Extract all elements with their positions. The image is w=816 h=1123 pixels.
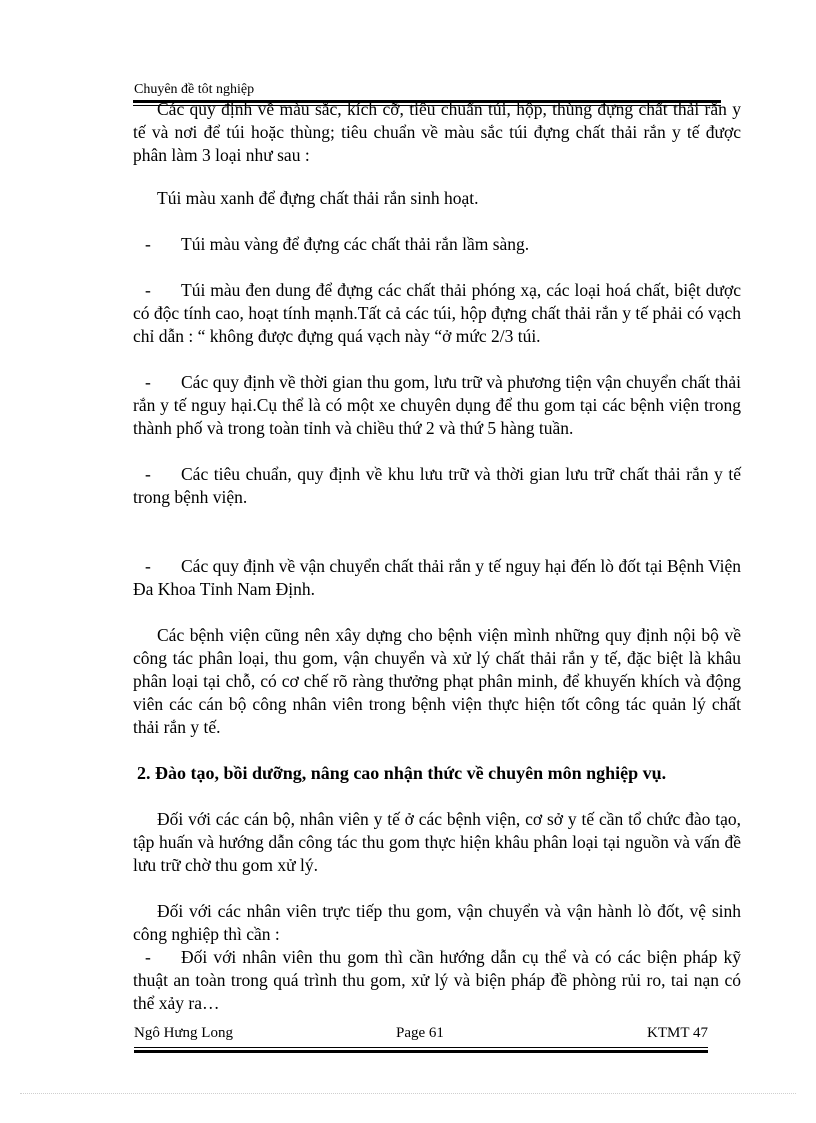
bullet-text: Túi màu đen dung để đựng các chất thải phóng xạ, các loại hoá chất, biệt dược có độc tính cao, hoạt tính mạnh.Tất cả các túi, hộp đựng chất thải rắn y tế phải có vạch chỉ dẫn : “ không được đựng quá vạch này “ở mức 2/3 túi. xyxy=(133,280,741,346)
paragraph-intro: Các quy định về màu sắc, kích cỡ, tiêu chuẩn túi, hộp, thùng đựng chất thải rắn y tế và nơi để túi hoặc thùng; tiêu chuẩn về màu sắc túi đựng chất thải rắn y tế được phân làm 3 loại như sau : xyxy=(133,99,741,165)
bullet-collection-time xyxy=(133,371,741,440)
bullet-text: Đối với nhân viên thu gom thì cần hướng dẫn cụ thể và có các biện pháp kỹ thuật an toàn trong quá trình thu gom, xử lý và biện pháp đề phòng rủi ro, tai nạn có thể xảy ra… xyxy=(133,947,741,1013)
paragraph-green-bag: Túi màu xanh để đựng chất thải rắn sinh hoạt. xyxy=(157,188,479,208)
paragraph-direct-staff: Đối với các nhân viên trực tiếp thu gom, vận chuyển và vận hành lò đốt, vệ sinh công nghiệp thì cần : xyxy=(133,901,741,944)
bullet-text: Túi màu vàng để đựng các chất thải rắn lầm sàng. xyxy=(181,234,530,254)
bullet-transport xyxy=(133,555,741,601)
footer-class: KTMT 47 xyxy=(647,1025,708,1041)
header-label: Chuyên đề tôt nghiệp xyxy=(134,82,255,97)
bullet-collection-staff xyxy=(133,946,741,1015)
bullet-text: Các tiêu chuẩn, quy định về khu lưu trữ và thời gian lưu trữ chất thải rắn y tế trong bệnh viện. xyxy=(133,464,741,507)
footer-rule-thick xyxy=(134,1050,708,1053)
paragraph-medical-staff: Đối với các cán bộ, nhân viên y tế ở các bệnh viện, cơ sở y tế cần tổ chức đào tạo, tập huấn và hướng dẫn công tác thu gom thực hiện khâu phân loại tại nguồn và vấn đề lưu trữ chờ thu gom xử lý. xyxy=(133,809,741,875)
bullet-dash: - xyxy=(145,280,151,300)
bullet-storage xyxy=(133,463,741,509)
bullet-dash: - xyxy=(145,372,151,392)
footer-page-number: Page 61 xyxy=(396,1025,444,1041)
bullet-dash: - xyxy=(145,556,151,576)
bullet-text: Các quy định về thời gian thu gom, lưu trữ và phương tiện vận chuyển chất thải rắn y tế nguy hại.Cụ thể là có một xe chuyên dụng để thu gom tại các bệnh viện trong thành phố và trong toàn tỉnh và chiều thứ 2 và thứ 5 hàng tuần. xyxy=(133,372,741,438)
page-edge-dotted-line xyxy=(20,1093,796,1094)
document-body xyxy=(133,98,741,1015)
bullet-dash: - xyxy=(145,947,151,967)
bullet-text: Các quy định về vận chuyển chất thải rắn y tế nguy hại đến lò đốt tại Bệnh Viện Đa Khoa Tỉnh Nam Định. xyxy=(133,556,741,599)
footer-author: Ngô Hưng Long xyxy=(134,1025,233,1041)
bullet-dash: - xyxy=(145,234,151,254)
paragraph-hospitals: Các bệnh viện cũng nên xây dựng cho bệnh viện mình những quy định nội bộ về công tác phân loại, thu gom, vận chuyển và xử lý chất thải rắn y tế, đặc biệt là khâu phân loại tại chỗ, có cơ chế rõ ràng thưởng phạt phân minh, để khuyến khích và động viên các cán bộ công nhân viên trong bệnh viện thực hiện tốt công tác quản lý chất thải rắn y tế. xyxy=(133,625,741,737)
bullet-dash: - xyxy=(145,464,151,484)
bullet-black-bag xyxy=(133,279,741,348)
bullet-yellow-bag xyxy=(133,233,741,256)
footer-rule-thin xyxy=(134,1047,708,1048)
section-title: 2. Đào tạo, bồi dưỡng, nâng cao nhận thức về chuyên môn nghiệp vụ. xyxy=(137,763,667,783)
